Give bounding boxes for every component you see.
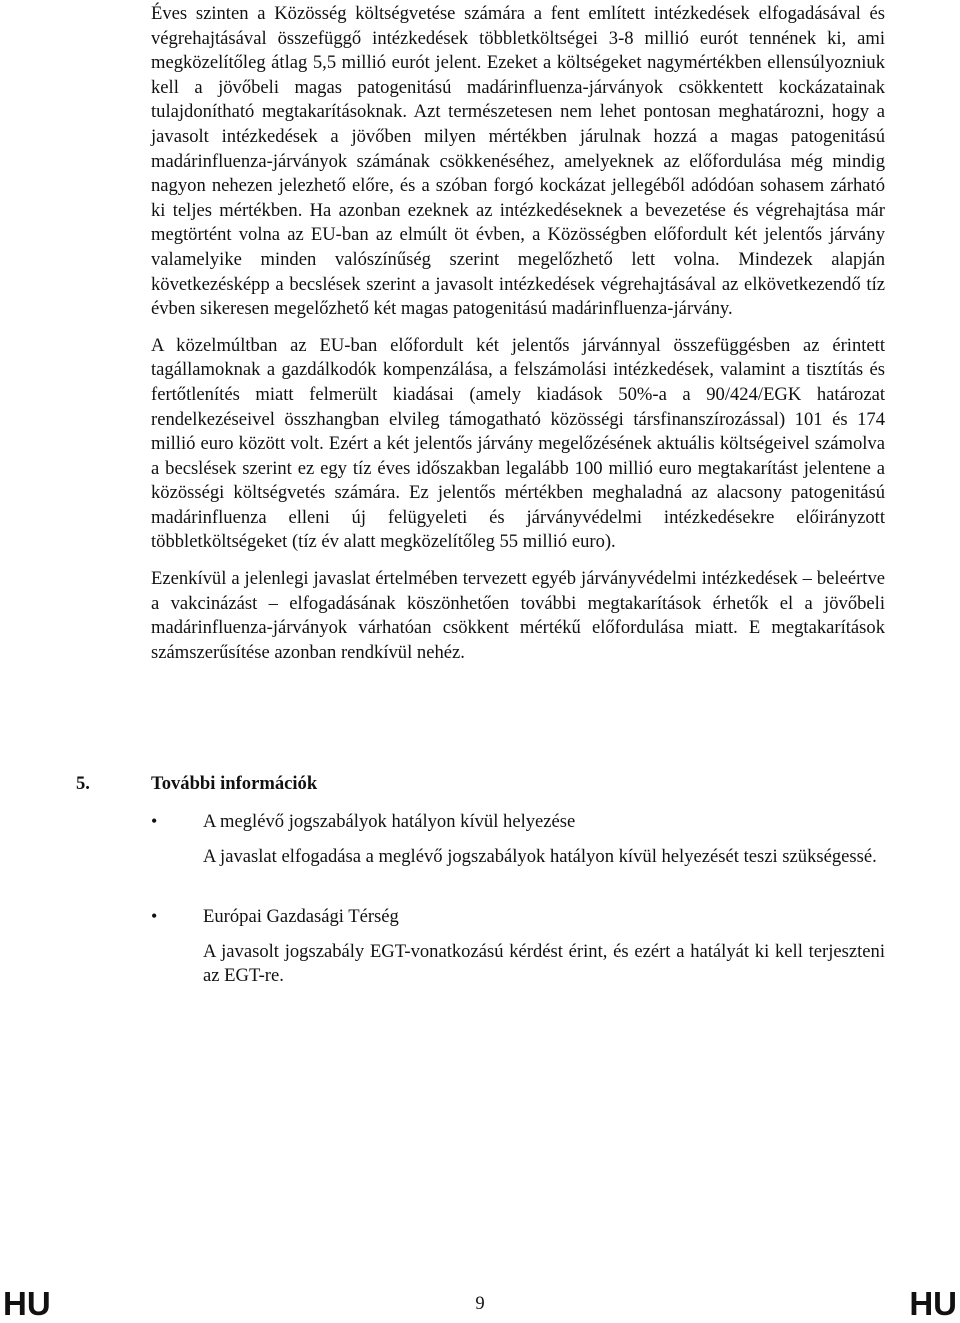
paragraph-outbreak-expenses: A közelmúltban az EU-ban előfordult két jelentős járvánnyal összefüggésben az érintett tagállamoknak a gazdálkodók kompenzálása, a felszámolási intézkedések, valamint a tisztítás és fertőtlenítés miatt felmerült kiadásai (amely kiadások 50%-a a 90/424/EGK határozat rendelkezéseivel összhangban elvileg támogatható közösségi társfinanszírozással) 101 és 174 millió euro között volt. Ezért a két jelentős járvány megelőzésének aktuális költségeivel számolva a becslések szerint ez egy tíz éves időszakban legalább 100 millió euro megtakarítást jelentene a közösségi költségvetés számára. Ez jelentős mértékben meghaladná az alacsony patogenitású madárinfluenza elleni új felügyeleti és járványvédelmi intézkedésekre előirányzott többletköltségeket (tíz év alatt megközelítőleg 55 millió euro).: [151, 334, 885, 553]
page-footer: [0, 1285, 960, 1323]
language-code-left: HU: [3, 1285, 51, 1322]
language-code-right: HU: [909, 1285, 957, 1322]
bullet-description: A javaslat elfogadása a meglévő jogszabályok hatályon kívül helyezését teszi szükségessé.: [203, 845, 877, 867]
paragraph-cost-estimate: Éves szinten a Közösség költségvetése számára a fent említett intézkedések elfogadásával és végrehajtásával összefüggő intézkedések többletköltségei 3-8 millió eurót tennének ki, ami megközelítőleg átlag 5,5 millió eurót jelent. Ezeket a költségeket nagymértékben ellensúlyozniuk kell a jövőbeli magas patogenitású madárinfluenza-járványok csökkentett kockázatainak tulajdonítható megtakarításoknak. Azt természetesen nem lehet pontosan meghatározni, hogy a javasolt intézkedések a jövőben milyen mértékben járulnak hozzá a magas patogenitású madárinfluenza-járványok számának csökkenéséhez, amelyeknek az előfordulása még mindig nagyon nehezen jelezhető előre, és a szóban forgó kockázat jellegéből adódóan sohasem zárható ki teljes mértékben. Ha azonban ezeknek az intézkedéseknek a bevezetése és végrehajtása már megtörtént volna az EU-ban az elmúlt öt évben, a Közösségben előfordult két jelentős járvány valamelyike minden valószínűség szerint megelőzhető lett volna. Mindezek alapján következésképp a becslések szerint a javasolt intézkedések végrehajtásával az elkövetkezendő tíz évben sikeresen megelőzhető két magas patogenitású madárinfluenza-járvány.: [151, 3, 885, 320]
body-text: [151, 2, 885, 677]
section-number: 5.: [76, 773, 90, 794]
page-number: 9: [475, 1293, 485, 1314]
bullet-icon: •: [151, 811, 158, 831]
bullet-icon: •: [151, 906, 158, 926]
bullet-item-eea: [151, 904, 885, 989]
bullet-item-repeal: [151, 809, 885, 869]
section-title: További információk: [151, 773, 318, 794]
paragraph-further-savings: Ezenkívül a jelenlegi javaslat értelmében tervezett egyéb járványvédelmi intézkedések – beleértve a vakcinázást – elfogadásának köszönhetően további megtakarítások érhetők el a jövőbeli madárinfluenza-járványok várhatóan csökkent mértékű előfordulása miatt. E megtakarítások számszerűsítése azonban rendkívül nehéz.: [151, 568, 885, 663]
bullet-description: A javasolt jogszabály EGT-vonatkozású kérdést érint, és ezért a hatályát ki kell terjeszteni az EGT-re.: [203, 940, 885, 987]
bullet-title: Európai Gazdasági Térség: [203, 906, 399, 927]
bullet-title: A meglévő jogszabályok hatályon kívül helyezése: [203, 811, 576, 832]
section-heading: [76, 773, 317, 795]
